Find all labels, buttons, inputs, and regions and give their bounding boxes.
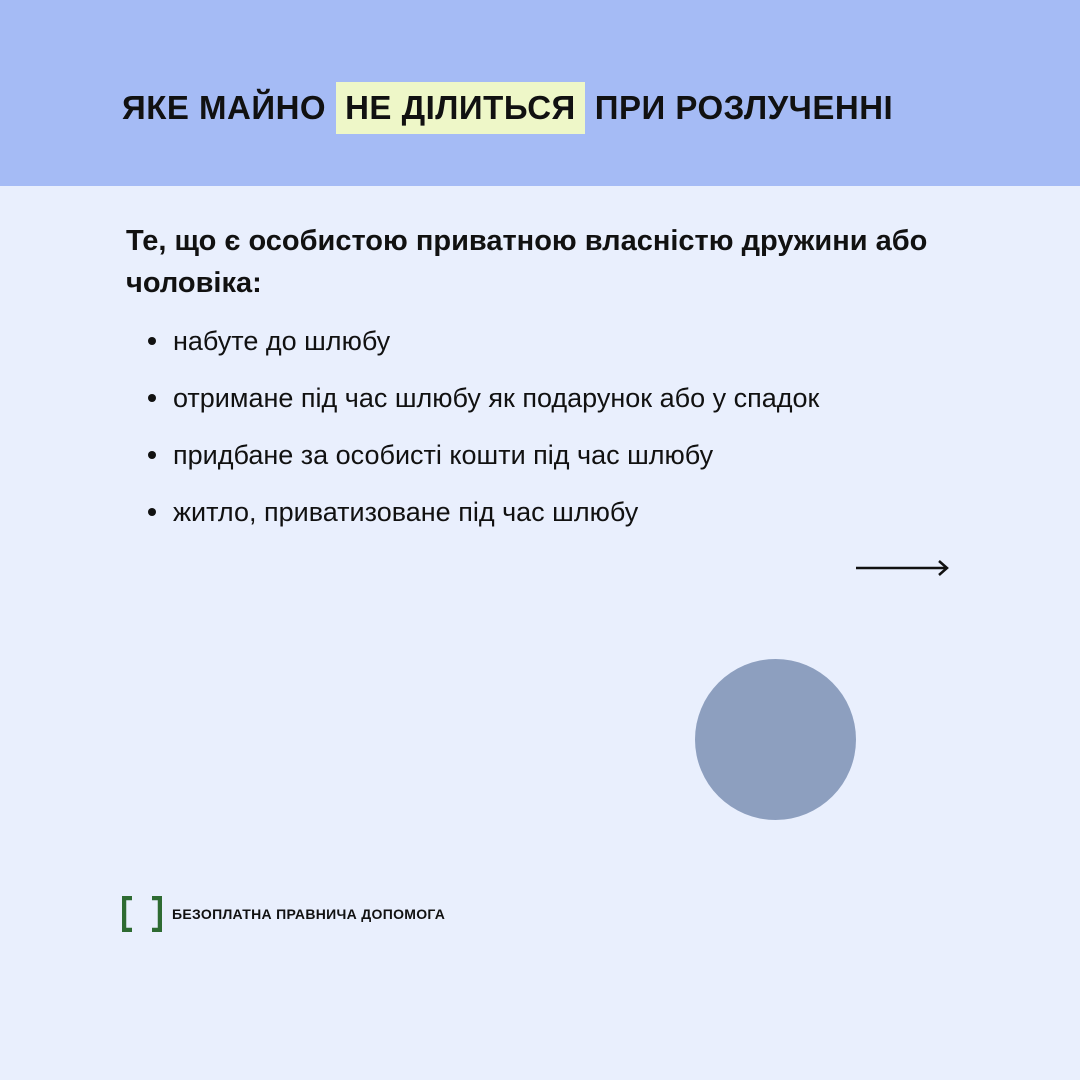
title-highlight: НЕ ДІЛИТЬСЯ — [336, 82, 585, 134]
bullet-icon — [148, 394, 156, 402]
list-item-text: житло, приватизоване під час шлюбу — [173, 497, 639, 527]
property-list — [146, 318, 819, 546]
list-item-text: набуте до шлюбу — [173, 326, 391, 356]
page-title — [122, 82, 893, 134]
list-item — [146, 318, 819, 375]
title-text-start: ЯКЕ МАЙНО — [122, 89, 327, 126]
bullet-icon — [148, 337, 156, 345]
bullet-icon — [148, 508, 156, 516]
header-band — [0, 0, 1080, 186]
list-item-text: отримане під час шлюбу як подарунок або у спадок — [173, 383, 820, 413]
next-arrow-icon — [855, 558, 951, 578]
list-item — [146, 375, 819, 432]
intro-text: Те, що є особистою приватною власністю дружини або чоловіка: — [126, 225, 928, 299]
list-item — [146, 489, 819, 546]
list-item — [146, 432, 819, 489]
title-text-end: ПРИ РОЗЛУЧЕННІ — [594, 89, 894, 126]
organization-name: БЕЗОПЛАТНА ПРАВНИЧА ДОПОМОГА — [172, 906, 446, 922]
bullet-icon — [148, 451, 156, 459]
footer-brand — [122, 896, 445, 932]
list-item-text: придбане за особисті кошти під час шлюбу — [173, 440, 714, 470]
green-brackets-logo-icon — [122, 896, 162, 932]
decorative-circle — [695, 659, 856, 820]
